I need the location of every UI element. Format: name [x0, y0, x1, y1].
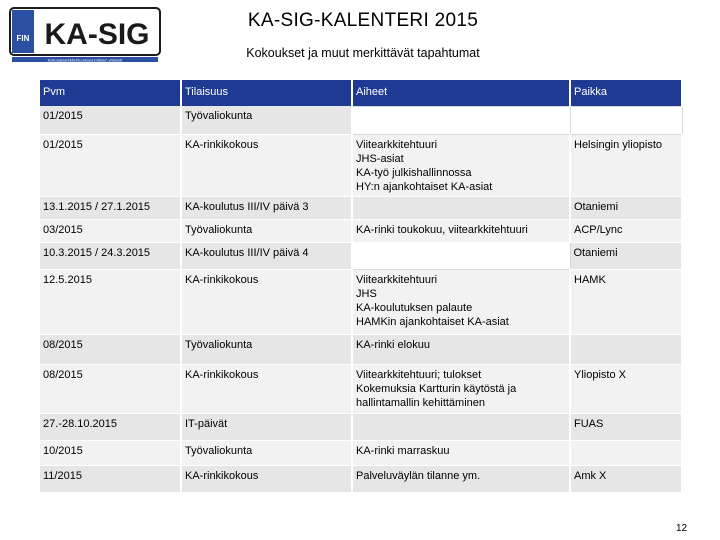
cell-aiheet: Viitearkkitehtuuri JHS-asiat KA-työ julkishallinnossa HY:n ajankohtaiset KA-asiat — [352, 134, 570, 196]
column-header-paikka: Paikka — [570, 80, 682, 106]
table-row — [40, 219, 682, 242]
table-row — [40, 364, 682, 413]
cell-aiheet: KA-rinki elokuu — [352, 334, 570, 364]
table-row — [40, 242, 682, 269]
cell-paikka: ACP/Lync — [570, 219, 682, 242]
calendar-table — [40, 80, 683, 493]
cell-aiheet: Viitearkkitehtuuri; tulokset Kokemuksia Kartturin käytöstä ja hallintamallin kehittäminen — [352, 364, 570, 413]
cell-tilaisuus: Työvaliokunta — [181, 440, 352, 465]
page-title: KA-SIG-KALENTERI 2015 — [247, 10, 479, 31]
page-number: 12 — [676, 523, 688, 534]
column-header-pvm: Pvm — [40, 80, 181, 106]
cell-pvm: 01/2015 — [40, 106, 181, 134]
cell-paikka: HAMK — [570, 269, 682, 334]
cell-tilaisuus: Työvaliokunta — [181, 334, 352, 364]
cell-pvm: 03/2015 — [40, 219, 181, 242]
cell-tilaisuus: KA-rinkikokous — [181, 269, 352, 334]
column-header-tilaisuus: Tilaisuus — [181, 80, 352, 106]
cell-aiheet — [352, 242, 570, 269]
cell-pvm: 12.5.2015 — [40, 269, 181, 334]
ka-sig-logo — [9, 7, 161, 64]
cell-aiheet: Viitearkkitehtuuri JHS KA-koulutuksen palaute HAMKin ajankohtaiset KA-asiat — [352, 269, 570, 334]
cell-paikka: FUAS — [570, 413, 682, 440]
cell-paikka: Amk X — [570, 465, 682, 492]
cell-aiheet: KA-rinki marraskuu — [352, 440, 570, 465]
cell-pvm: 10.3.2015 / 24.3.2015 — [40, 242, 181, 269]
cell-aiheet: Palveluväylän tilanne ym. — [352, 465, 570, 492]
logo-tagline: Kokonaisarkkitehtuurisuunnittelun yhteisöt — [47, 57, 123, 63]
cell-paikka — [570, 106, 682, 134]
cell-tilaisuus: Työvaliokunta — [181, 106, 352, 134]
logo-name: KA-SIG — [44, 18, 150, 51]
cell-tilaisuus: Työvaliokunta — [181, 219, 352, 242]
cell-paikka: Helsingin yliopisto — [570, 134, 682, 196]
table-header-row — [40, 80, 682, 106]
table-row — [40, 134, 682, 196]
cell-tilaisuus: KA-koulutus III/IV päivä 4 — [181, 242, 352, 269]
cell-paikka — [570, 334, 682, 364]
cell-tilaisuus: KA-koulutus III/IV päivä 3 — [181, 196, 352, 219]
cell-pvm: 27.-28.10.2015 — [40, 413, 181, 440]
table-row — [40, 269, 682, 334]
cell-paikka: Otaniemi — [570, 242, 682, 269]
logo-country: FIN — [16, 34, 30, 43]
cell-pvm: 13.1.2015 / 27.1.2015 — [40, 196, 181, 219]
table-row — [40, 334, 682, 364]
cell-tilaisuus: KA-rinkikokous — [181, 134, 352, 196]
cell-pvm: 11/2015 — [40, 465, 181, 492]
cell-tilaisuus: IT-päivät — [181, 413, 352, 440]
page-subtitle: Kokoukset ja muut merkittävät tapahtumat — [246, 46, 480, 60]
cell-tilaisuus: KA-rinkikokous — [181, 465, 352, 492]
column-header-aiheet: Aiheet — [352, 80, 570, 106]
cell-tilaisuus: KA-rinkikokous — [181, 364, 352, 413]
cell-pvm: 01/2015 — [40, 134, 181, 196]
cell-paikka — [570, 440, 682, 465]
cell-aiheet: KA-rinki toukokuu, viitearkkitehtuuri — [352, 219, 570, 242]
cell-pvm: 08/2015 — [40, 364, 181, 413]
cell-pvm: 08/2015 — [40, 334, 181, 364]
cell-paikka: Otaniemi — [570, 196, 682, 219]
table-row — [40, 196, 682, 219]
table-row — [40, 440, 682, 465]
cell-aiheet — [352, 413, 570, 440]
table-row — [40, 106, 682, 134]
cell-aiheet — [352, 196, 570, 219]
cell-pvm: 10/2015 — [40, 440, 181, 465]
table-row — [40, 465, 682, 492]
table-row — [40, 413, 682, 440]
cell-paikka: Yliopisto X — [570, 364, 682, 413]
cell-aiheet — [352, 106, 570, 134]
